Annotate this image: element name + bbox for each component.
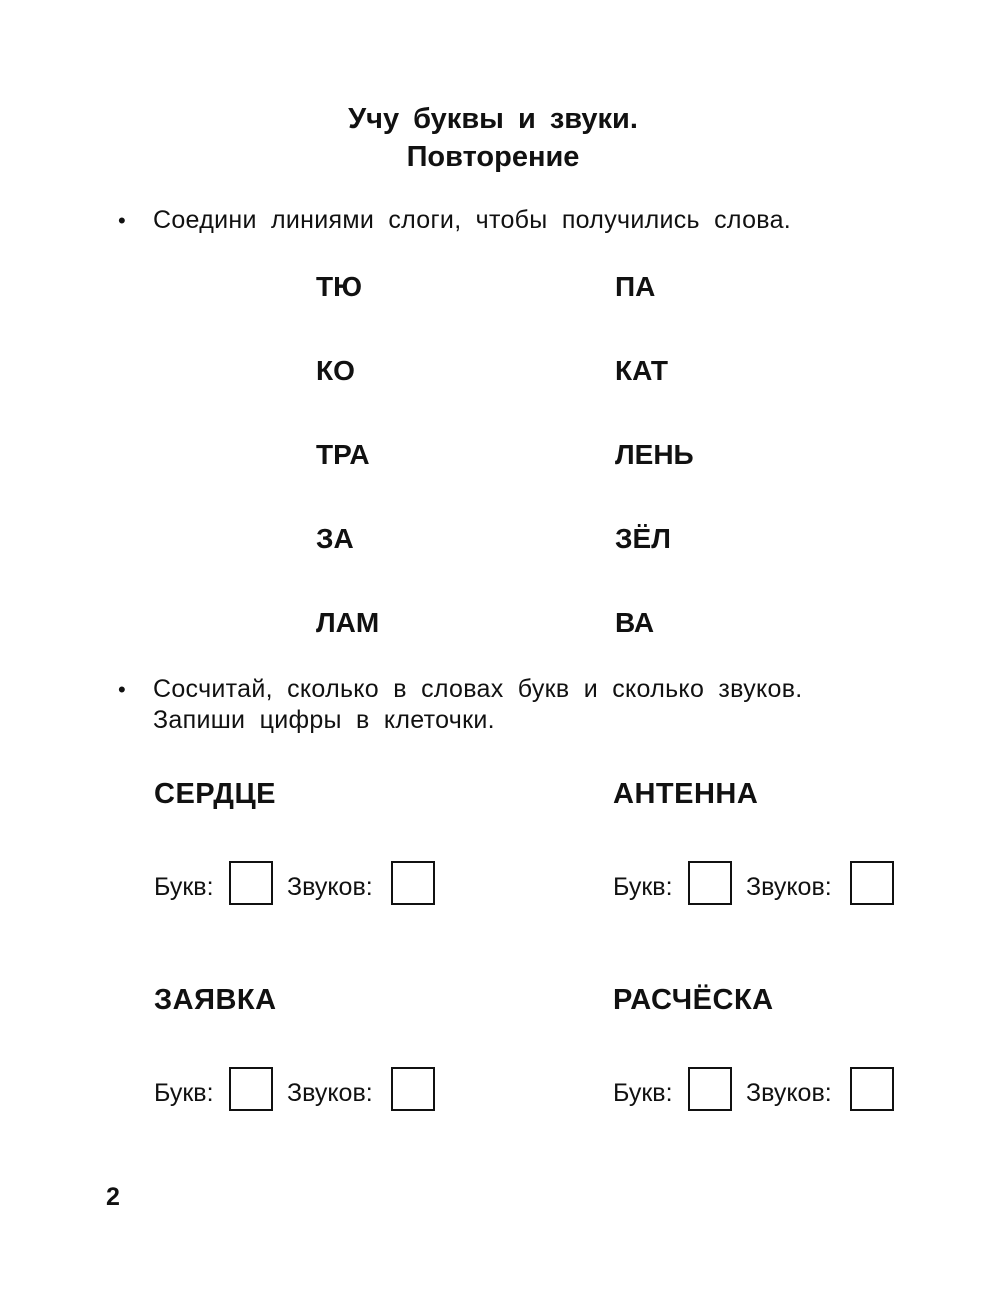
letters-count-box[interactable]	[229, 1067, 273, 1111]
syllable-left-1: ТЮ	[316, 271, 362, 302]
letters-label: Букв:	[154, 873, 214, 901]
syllable-right-5: ВА	[615, 607, 655, 638]
letters-label: Букв:	[613, 1079, 673, 1107]
bullet-icon: •	[118, 677, 127, 702]
letters-label: Букв:	[613, 873, 673, 901]
syllable-right-1: ПА	[615, 271, 656, 302]
sounds-label: Звуков:	[746, 1079, 832, 1107]
syllable-right-4: ЗЁЛ	[615, 523, 671, 554]
word-1: СЕРДЦЕ	[154, 778, 276, 810]
title-line-2: Повторение	[406, 141, 580, 173]
sounds-count-box[interactable]	[850, 861, 894, 905]
syllable-left-4: ЗА	[316, 523, 354, 554]
task-1-text: Соедини линиями слоги, чтобы получились слова.	[153, 206, 792, 234]
letters-label: Букв:	[154, 1079, 214, 1107]
page-number: 2	[106, 1183, 120, 1211]
syllable-left-5: ЛАМ	[316, 607, 380, 638]
sounds-count-box[interactable]	[391, 1067, 435, 1111]
title-line-1: Учу буквы и звуки.	[348, 103, 638, 135]
sounds-label: Звуков:	[746, 873, 832, 901]
word-4: РАСЧЁСКА	[613, 984, 774, 1016]
word-2: АНТЕННА	[613, 778, 759, 810]
task-2-text-line-1: Сосчитай, сколько в словах букв и сколько звуков.	[153, 675, 803, 703]
sounds-label: Звуков:	[287, 873, 373, 901]
page-title	[0, 100, 986, 176]
sounds-count-box[interactable]	[391, 861, 435, 905]
syllable-left-3: ТРА	[316, 439, 370, 470]
task-2-text-line-2: Запиши цифры в клеточки.	[153, 706, 495, 734]
sounds-count-box[interactable]	[850, 1067, 894, 1111]
word-3: ЗАЯВКА	[154, 984, 277, 1016]
letters-count-box[interactable]	[688, 1067, 732, 1111]
syllable-right-3: ЛЕНЬ	[615, 439, 694, 470]
letters-count-box[interactable]	[688, 861, 732, 905]
syllable-left-2: КО	[316, 355, 355, 386]
letters-count-box[interactable]	[229, 861, 273, 905]
sounds-label: Звуков:	[287, 1079, 373, 1107]
syllable-right-2: КАТ	[615, 355, 669, 386]
bullet-icon: •	[118, 208, 127, 233]
